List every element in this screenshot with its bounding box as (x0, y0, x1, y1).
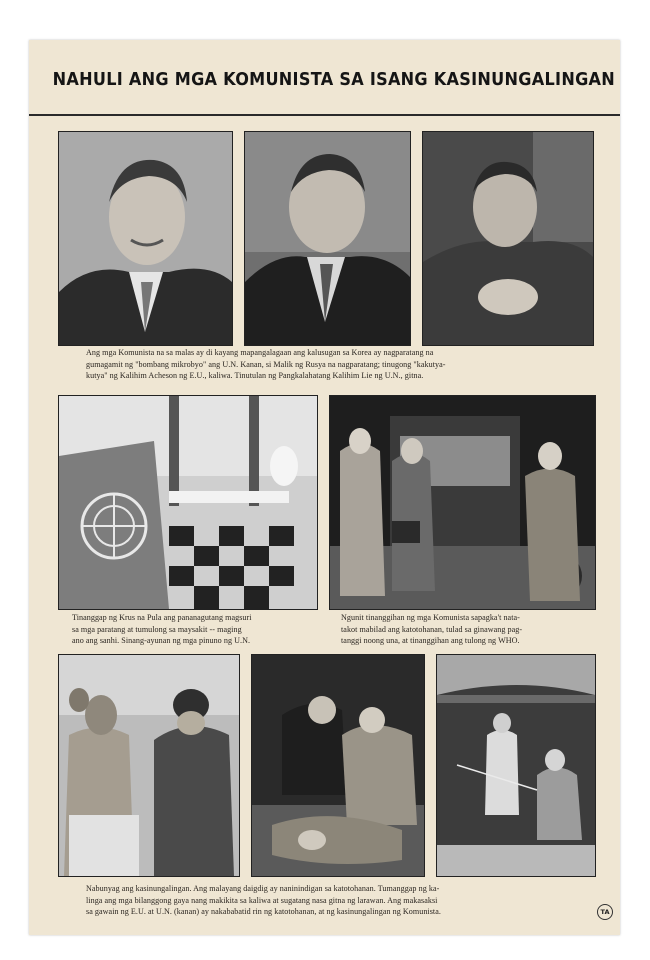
photo-malik (422, 131, 594, 346)
caption-row3-line3: sa gawain ng E.U. at U.N. (kanan) ay nakababatid rin ng katotohanan, at ng kasinungalingan ng Komunista. (86, 907, 441, 917)
page-badge: TA (597, 904, 613, 920)
caption-row2-left (72, 612, 252, 647)
caption-row3-line1: Nabunyag ang kasinungalingan. Ang malayang daigdig ay naninindigan sa katotohanan. Tumanggap ng ka- (86, 884, 440, 893)
caption-row2-right-line3: tanggi noong una, at tinanggihan ang tulong ng WHO. (341, 636, 520, 646)
caption-row2-right-line2: takot mabilad ang katotohanan, tulad sa ginawang pag- (341, 624, 523, 634)
photo-lie (244, 131, 411, 346)
caption-row3-line2: linga ang mga bilanggong gaya nang makikita sa kaliwa at sugatang nasa gitna ng larawan. Ang makasaksi (86, 895, 438, 905)
caption-row2-right (341, 612, 522, 647)
leaflet-page (29, 40, 620, 935)
photo-red-cross-ward (58, 395, 318, 610)
headline-rule (29, 114, 620, 116)
caption-row1-line3: kutya" ng Kalihim Acheson ng E.U., kaliwa. Tinutulan ng Pangkalahatang Kalihim Lie ng U.N., gitna. (86, 371, 424, 381)
photo-officials-jeep (329, 395, 596, 610)
caption-row2-left-line1: Tinanggap ng Krus na Pula ang pananagutang magsuri (72, 613, 252, 622)
caption-row2-right-line1: Ngunit tinanggihan ng mga Komunista sapagka't nata- (341, 613, 520, 622)
caption-row1-line1: Ang mga Komunista na sa malas ay di kayang mapangalagaan ang kalusugan sa Korea ay nagparatang na (86, 348, 434, 357)
caption-row1-line2: gumagamit ng "bombang mikrobyo" ang U.N. Kanan, si Malik ng Rusya na nagparatang; tinugong "kakutya- (86, 359, 446, 369)
photo-acheson (58, 131, 233, 346)
photo-inspection-hut (436, 654, 596, 877)
caption-row1 (86, 347, 446, 382)
caption-row2-left-line3: ano ang sanhi. Sinang-ayunan ng mga pinuno ng U.N. (72, 636, 251, 646)
photo-wounded-treatment (251, 654, 425, 877)
caption-row3 (86, 883, 441, 918)
caption-row2-left-line2: sa mga paratang at tumulong sa maysakit -- maging (72, 624, 242, 634)
photo-prisoners (58, 654, 240, 877)
page-headline: NAHULI ANG MGA KOMUNISTA SA ISANG KASINUNGALINGAN (52, 70, 616, 90)
